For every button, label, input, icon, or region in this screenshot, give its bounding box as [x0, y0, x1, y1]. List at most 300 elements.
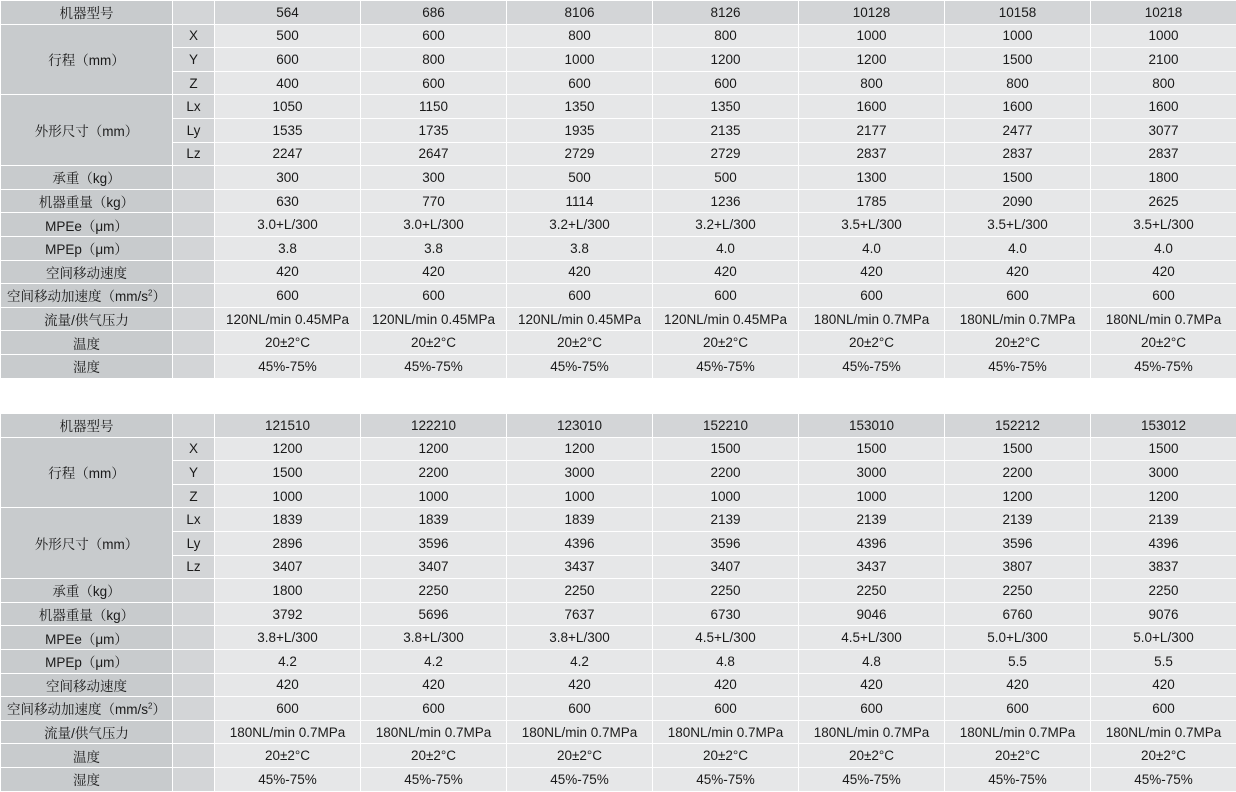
model-cell: 8106 — [507, 1, 653, 25]
dim-ly-cell: 2177 — [799, 118, 945, 142]
travel-y-cell: 1200 — [653, 48, 799, 72]
sub-label-lz: Lz — [173, 555, 215, 579]
travel-z-cell: 1000 — [507, 484, 653, 508]
label-weight: 机器重量（kg） — [1, 189, 173, 213]
load-cell: 1300 — [799, 166, 945, 190]
mpee-cell: 3.8+L/300 — [507, 626, 653, 650]
sub-label-lx: Lx — [173, 95, 215, 119]
travel-x-cell: 1500 — [653, 437, 799, 461]
travel-y-cell: 3000 — [1091, 461, 1236, 485]
travel-z-cell: 1200 — [945, 484, 1091, 508]
row-speed — [1, 673, 1236, 697]
dim-ly-cell: 2135 — [653, 118, 799, 142]
row-flow — [1, 720, 1236, 744]
dim-lx-cell: 1350 — [653, 95, 799, 119]
label-model: 机器型号 — [1, 414, 173, 438]
travel-x-cell: 1200 — [507, 437, 653, 461]
sub-empty — [173, 602, 215, 626]
row-travel-z — [1, 71, 1236, 95]
sub-empty — [173, 744, 215, 768]
humidity-cell: 45%-75% — [215, 767, 361, 791]
dim-lx-cell: 1839 — [507, 508, 653, 532]
label-mpee: MPEe（μm） — [1, 213, 173, 237]
speed-cell: 420 — [507, 673, 653, 697]
flow-cell: 120NL/min 0.45MPa — [507, 307, 653, 331]
mpep-cell: 4.0 — [945, 236, 1091, 260]
travel-y-cell: 1500 — [215, 461, 361, 485]
travel-z-cell: 600 — [361, 71, 507, 95]
row-travel-y — [1, 461, 1236, 485]
dim-lx-cell: 1600 — [1091, 95, 1236, 119]
row-dim-ly — [1, 118, 1236, 142]
mpee-cell: 5.0+L/300 — [1091, 626, 1236, 650]
load-cell: 2250 — [1091, 579, 1236, 603]
travel-x-cell: 1500 — [945, 437, 1091, 461]
accel-prefix: 空间移动加速度（mm/s — [7, 702, 148, 717]
flow-cell: 180NL/min 0.7MPa — [215, 720, 361, 744]
humidity-cell: 45%-75% — [945, 354, 1091, 378]
load-cell: 2250 — [799, 579, 945, 603]
temp-cell: 20±2°C — [1091, 331, 1236, 355]
model-cell: 152210 — [653, 414, 799, 438]
humidity-cell: 45%-75% — [507, 767, 653, 791]
row-mpee — [1, 213, 1236, 237]
dim-lz-cell: 2837 — [1091, 142, 1236, 166]
flow-cell: 180NL/min 0.7MPa — [945, 720, 1091, 744]
sub-empty — [173, 626, 215, 650]
travel-z-cell: 1000 — [215, 484, 361, 508]
dim-lz-cell: 2247 — [215, 142, 361, 166]
label-mpep: MPEp（μm） — [1, 236, 173, 260]
speed-cell: 420 — [799, 673, 945, 697]
sub-label-z: Z — [173, 484, 215, 508]
load-cell: 1500 — [945, 166, 1091, 190]
mpep-cell: 4.2 — [215, 649, 361, 673]
sub-empty — [173, 213, 215, 237]
flow-cell: 180NL/min 0.7MPa — [653, 720, 799, 744]
model-cell: 686 — [361, 1, 507, 25]
humidity-cell: 45%-75% — [653, 767, 799, 791]
travel-z-cell: 600 — [507, 71, 653, 95]
speed-cell: 420 — [215, 673, 361, 697]
mpep-cell: 4.0 — [653, 236, 799, 260]
temp-cell: 20±2°C — [945, 331, 1091, 355]
humidity-cell: 45%-75% — [507, 354, 653, 378]
sub-label-z: Z — [173, 71, 215, 95]
mpee-cell: 3.8+L/300 — [215, 626, 361, 650]
weight-cell: 5696 — [361, 602, 507, 626]
weight-cell: 1114 — [507, 189, 653, 213]
sub-label-x: X — [173, 437, 215, 461]
humidity-cell: 45%-75% — [945, 767, 1091, 791]
travel-y-cell: 3000 — [507, 461, 653, 485]
weight-cell: 3792 — [215, 602, 361, 626]
label-model: 机器型号 — [1, 1, 173, 25]
label-speed: 空间移动速度 — [1, 260, 173, 284]
sub-empty — [173, 284, 215, 308]
flow-cell: 180NL/min 0.7MPa — [507, 720, 653, 744]
weight-cell: 6760 — [945, 602, 1091, 626]
travel-y-cell: 2200 — [361, 461, 507, 485]
label-temp: 温度 — [1, 744, 173, 768]
humidity-cell: 45%-75% — [799, 767, 945, 791]
row-temp — [1, 744, 1236, 768]
label-temp: 温度 — [1, 331, 173, 355]
mpep-cell: 3.8 — [215, 236, 361, 260]
load-cell: 300 — [361, 166, 507, 190]
sub-label-ly: Ly — [173, 118, 215, 142]
dim-lx-cell: 2139 — [1091, 508, 1236, 532]
dim-lz-cell: 3407 — [361, 555, 507, 579]
dim-lz-cell: 2729 — [507, 142, 653, 166]
speed-cell: 420 — [215, 260, 361, 284]
sub-empty — [173, 414, 215, 438]
mpep-cell: 4.2 — [507, 649, 653, 673]
label-accel — [1, 697, 173, 721]
sub-empty — [173, 649, 215, 673]
dim-lx-cell: 1839 — [215, 508, 361, 532]
row-flow — [1, 307, 1236, 331]
accel-exponent: 2 — [148, 289, 152, 298]
dim-lz-cell: 3437 — [799, 555, 945, 579]
mpee-cell: 3.8+L/300 — [361, 626, 507, 650]
temp-cell: 20±2°C — [215, 331, 361, 355]
dim-lz-cell: 2837 — [945, 142, 1091, 166]
temp-cell: 20±2°C — [361, 744, 507, 768]
humidity-cell: 45%-75% — [361, 354, 507, 378]
sub-empty — [173, 307, 215, 331]
flow-cell: 120NL/min 0.45MPa — [653, 307, 799, 331]
mpee-cell: 3.0+L/300 — [361, 213, 507, 237]
sub-empty — [173, 189, 215, 213]
travel-y-cell: 2100 — [1091, 48, 1236, 72]
sub-label-lz: Lz — [173, 142, 215, 166]
travel-x-cell: 600 — [361, 24, 507, 48]
label-load: 承重（kg） — [1, 579, 173, 603]
model-cell: 123010 — [507, 414, 653, 438]
accel-cell: 600 — [215, 697, 361, 721]
travel-z-cell: 400 — [215, 71, 361, 95]
travel-z-cell: 800 — [799, 71, 945, 95]
speed-cell: 420 — [361, 673, 507, 697]
sub-label-x: X — [173, 24, 215, 48]
row-mpep — [1, 649, 1236, 673]
weight-cell: 2625 — [1091, 189, 1236, 213]
row-weight — [1, 189, 1236, 213]
model-cell: 10158 — [945, 1, 1091, 25]
accel-cell: 600 — [945, 284, 1091, 308]
sub-label-ly: Ly — [173, 531, 215, 555]
dim-ly-cell: 4396 — [799, 531, 945, 555]
temp-cell: 20±2°C — [653, 744, 799, 768]
row-model — [1, 414, 1236, 438]
load-cell: 500 — [507, 166, 653, 190]
dim-ly-cell: 1935 — [507, 118, 653, 142]
row-travel-x — [1, 24, 1236, 48]
sub-empty — [173, 1, 215, 25]
dim-lx-cell: 1839 — [361, 508, 507, 532]
model-cell: 122210 — [361, 414, 507, 438]
model-cell: 564 — [215, 1, 361, 25]
sub-label-lx: Lx — [173, 508, 215, 532]
row-load — [1, 166, 1236, 190]
load-cell: 2250 — [361, 579, 507, 603]
speed-cell: 420 — [1091, 673, 1236, 697]
load-cell: 2250 — [507, 579, 653, 603]
sub-empty — [173, 260, 215, 284]
dim-lz-cell: 3807 — [945, 555, 1091, 579]
sub-empty — [173, 331, 215, 355]
model-cell: 153010 — [799, 414, 945, 438]
weight-cell: 630 — [215, 189, 361, 213]
label-flow: 流量/供气压力 — [1, 720, 173, 744]
travel-z-cell: 1200 — [1091, 484, 1236, 508]
travel-x-cell: 1000 — [945, 24, 1091, 48]
sub-empty — [173, 166, 215, 190]
accel-exponent: 2 — [148, 702, 152, 711]
dim-lz-cell: 3837 — [1091, 555, 1236, 579]
load-cell: 500 — [653, 166, 799, 190]
mpep-cell: 3.8 — [507, 236, 653, 260]
travel-y-cell: 2200 — [945, 461, 1091, 485]
accel-cell: 600 — [653, 697, 799, 721]
mpee-cell: 3.2+L/300 — [653, 213, 799, 237]
speed-cell: 420 — [945, 673, 1091, 697]
accel-cell: 600 — [507, 697, 653, 721]
accel-cell: 600 — [361, 284, 507, 308]
dim-ly-cell: 3077 — [1091, 118, 1236, 142]
accel-cell: 600 — [799, 284, 945, 308]
label-humidity: 湿度 — [1, 767, 173, 791]
mpee-cell: 5.0+L/300 — [945, 626, 1091, 650]
flow-cell: 180NL/min 0.7MPa — [945, 307, 1091, 331]
mpep-cell: 4.0 — [799, 236, 945, 260]
travel-z-cell: 1000 — [653, 484, 799, 508]
travel-z-cell: 800 — [1091, 71, 1236, 95]
dim-ly-cell: 3596 — [653, 531, 799, 555]
mpep-cell: 5.5 — [1091, 649, 1236, 673]
speed-cell: 420 — [361, 260, 507, 284]
weight-cell: 1236 — [653, 189, 799, 213]
accel-cell: 600 — [945, 697, 1091, 721]
label-weight: 机器重量（kg） — [1, 602, 173, 626]
sub-empty — [173, 236, 215, 260]
row-dim-ly — [1, 531, 1236, 555]
mpep-cell: 4.2 — [361, 649, 507, 673]
weight-cell: 6730 — [653, 602, 799, 626]
temp-cell: 20±2°C — [507, 331, 653, 355]
flow-cell: 120NL/min 0.45MPa — [361, 307, 507, 331]
travel-y-cell: 3000 — [799, 461, 945, 485]
travel-y-cell: 2200 — [653, 461, 799, 485]
load-cell: 2250 — [945, 579, 1091, 603]
load-cell: 1800 — [1091, 166, 1236, 190]
dim-ly-cell: 4396 — [1091, 531, 1236, 555]
label-accel — [1, 284, 173, 308]
humidity-cell: 45%-75% — [653, 354, 799, 378]
mpep-cell: 4.8 — [799, 649, 945, 673]
flow-cell: 180NL/min 0.7MPa — [1091, 720, 1236, 744]
row-mpep — [1, 236, 1236, 260]
temp-cell: 20±2°C — [653, 331, 799, 355]
temp-cell: 20±2°C — [215, 744, 361, 768]
label-humidity: 湿度 — [1, 354, 173, 378]
flow-cell: 180NL/min 0.7MPa — [361, 720, 507, 744]
model-cell: 10218 — [1091, 1, 1236, 25]
mpee-cell: 3.2+L/300 — [507, 213, 653, 237]
model-cell: 10128 — [799, 1, 945, 25]
weight-cell: 1785 — [799, 189, 945, 213]
dim-ly-cell: 2896 — [215, 531, 361, 555]
travel-y-cell: 600 — [215, 48, 361, 72]
travel-z-cell: 1000 — [361, 484, 507, 508]
travel-y-cell: 1200 — [799, 48, 945, 72]
dim-ly-cell: 1535 — [215, 118, 361, 142]
sub-empty — [173, 697, 215, 721]
travel-z-cell: 1000 — [799, 484, 945, 508]
model-cell: 152212 — [945, 414, 1091, 438]
weight-cell: 9076 — [1091, 602, 1236, 626]
row-humidity — [1, 354, 1236, 378]
flow-cell: 180NL/min 0.7MPa — [799, 720, 945, 744]
row-travel-x — [1, 437, 1236, 461]
speed-cell: 420 — [653, 260, 799, 284]
dim-lx-cell: 1350 — [507, 95, 653, 119]
model-cell: 121510 — [215, 414, 361, 438]
label-speed: 空间移动速度 — [1, 673, 173, 697]
dim-lz-cell: 3407 — [215, 555, 361, 579]
load-cell: 2250 — [653, 579, 799, 603]
row-weight — [1, 602, 1236, 626]
dim-lx-cell: 1600 — [945, 95, 1091, 119]
weight-cell: 9046 — [799, 602, 945, 626]
dim-lx-cell: 2139 — [945, 508, 1091, 532]
accel-cell: 600 — [1091, 284, 1236, 308]
accel-cell: 600 — [215, 284, 361, 308]
accel-cell: 600 — [799, 697, 945, 721]
label-dims: 外形尺寸（mm） — [1, 95, 173, 166]
weight-cell: 770 — [361, 189, 507, 213]
label-travel: 行程（mm） — [1, 437, 173, 508]
mpep-cell: 4.0 — [1091, 236, 1236, 260]
dim-lx-cell: 1150 — [361, 95, 507, 119]
dim-ly-cell: 3596 — [361, 531, 507, 555]
mpee-cell: 3.5+L/300 — [1091, 213, 1236, 237]
accel-cell: 600 — [653, 284, 799, 308]
accel-prefix: 空间移动加速度（mm/s — [7, 289, 148, 304]
mpee-cell: 3.5+L/300 — [945, 213, 1091, 237]
temp-cell: 20±2°C — [799, 331, 945, 355]
temp-cell: 20±2°C — [507, 744, 653, 768]
sub-label-y: Y — [173, 48, 215, 72]
mpee-cell: 4.5+L/300 — [799, 626, 945, 650]
row-dim-lz — [1, 555, 1236, 579]
travel-y-cell: 1000 — [507, 48, 653, 72]
dim-ly-cell: 3596 — [945, 531, 1091, 555]
mpee-cell: 3.0+L/300 — [215, 213, 361, 237]
dim-lx-cell: 2139 — [653, 508, 799, 532]
accel-cell: 600 — [361, 697, 507, 721]
travel-x-cell: 800 — [653, 24, 799, 48]
spec-table-1 — [0, 0, 1236, 379]
humidity-cell: 45%-75% — [215, 354, 361, 378]
mpee-cell: 4.5+L/300 — [653, 626, 799, 650]
temp-cell: 20±2°C — [361, 331, 507, 355]
accel-suffix: ） — [152, 702, 166, 717]
humidity-cell: 45%-75% — [799, 354, 945, 378]
travel-x-cell: 500 — [215, 24, 361, 48]
mpep-cell: 3.8 — [361, 236, 507, 260]
mpee-cell: 3.5+L/300 — [799, 213, 945, 237]
model-cell: 153012 — [1091, 414, 1236, 438]
travel-x-cell: 1500 — [1091, 437, 1236, 461]
accel-cell: 600 — [507, 284, 653, 308]
label-travel: 行程（mm） — [1, 24, 173, 95]
flow-cell: 180NL/min 0.7MPa — [1091, 307, 1236, 331]
row-travel-z — [1, 484, 1236, 508]
travel-x-cell: 1000 — [799, 24, 945, 48]
temp-cell: 20±2°C — [1091, 744, 1236, 768]
travel-x-cell: 1000 — [1091, 24, 1236, 48]
humidity-cell: 45%-75% — [361, 767, 507, 791]
dim-lz-cell: 2837 — [799, 142, 945, 166]
sub-label-y: Y — [173, 461, 215, 485]
accel-suffix: ） — [152, 289, 166, 304]
accel-cell: 600 — [1091, 697, 1236, 721]
dim-ly-cell: 2477 — [945, 118, 1091, 142]
temp-cell: 20±2°C — [945, 744, 1091, 768]
travel-z-cell: 600 — [653, 71, 799, 95]
row-humidity — [1, 767, 1236, 791]
travel-y-cell: 1500 — [945, 48, 1091, 72]
row-temp — [1, 331, 1236, 355]
row-speed — [1, 260, 1236, 284]
travel-x-cell: 800 — [507, 24, 653, 48]
dim-lz-cell: 2647 — [361, 142, 507, 166]
dim-lx-cell: 1050 — [215, 95, 361, 119]
travel-x-cell: 1500 — [799, 437, 945, 461]
sub-empty — [173, 720, 215, 744]
row-accel — [1, 697, 1236, 721]
label-mpee: MPEe（μm） — [1, 626, 173, 650]
dim-lz-cell: 2729 — [653, 142, 799, 166]
travel-y-cell: 800 — [361, 48, 507, 72]
row-accel — [1, 284, 1236, 308]
speed-cell: 420 — [1091, 260, 1236, 284]
sub-empty — [173, 673, 215, 697]
dim-lx-cell: 2139 — [799, 508, 945, 532]
speed-cell: 420 — [507, 260, 653, 284]
dim-ly-cell: 4396 — [507, 531, 653, 555]
row-model — [1, 1, 1236, 25]
speed-cell: 420 — [799, 260, 945, 284]
label-load: 承重（kg） — [1, 166, 173, 190]
label-flow: 流量/供气压力 — [1, 307, 173, 331]
load-cell: 1800 — [215, 579, 361, 603]
temp-cell: 20±2°C — [799, 744, 945, 768]
dim-ly-cell: 1735 — [361, 118, 507, 142]
mpep-cell: 5.5 — [945, 649, 1091, 673]
row-dim-lz — [1, 142, 1236, 166]
row-dim-lx — [1, 95, 1236, 119]
flow-cell: 120NL/min 0.45MPa — [215, 307, 361, 331]
model-cell: 8126 — [653, 1, 799, 25]
speed-cell: 420 — [945, 260, 1091, 284]
load-cell: 300 — [215, 166, 361, 190]
mpep-cell: 4.8 — [653, 649, 799, 673]
weight-cell: 7637 — [507, 602, 653, 626]
dim-lz-cell: 3407 — [653, 555, 799, 579]
